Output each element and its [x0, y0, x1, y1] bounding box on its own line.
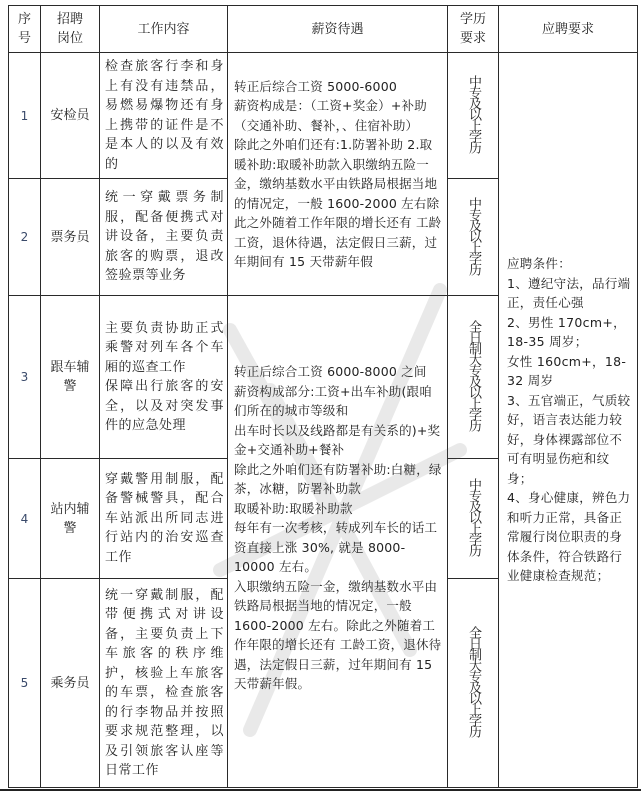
salary-line: 薪资构成是：（工资+奖金）+补助（交通补助、餐补，、住宿补助）	[234, 98, 427, 133]
requirement-item: 3、五官端正，气质较好，语言表达能力较好，身体裸露部位不可有明显伤疤和纹身；	[507, 392, 631, 486]
education-text: 全日制大专及以上学历	[466, 626, 481, 736]
requirement-item: 4、身心健康，辨色力和听力正常，具备正常履行岗位职责的身体条件，符合铁路行业健康检查规范；	[507, 490, 631, 584]
row-index: 2	[9, 179, 41, 296]
row-education	[448, 579, 499, 788]
education-text: 全日制大专及以上学历	[466, 320, 481, 430]
row-education	[448, 459, 499, 579]
header-requirements: 应聘要求	[499, 6, 638, 53]
header-education: 学历要求	[448, 6, 499, 53]
row-duties	[100, 296, 228, 459]
requirements-cell	[499, 53, 638, 788]
header-index: 序号	[9, 6, 41, 53]
header-salary: 薪资待遇	[228, 6, 448, 53]
recruitment-table	[8, 5, 638, 788]
recruitment-table-container	[8, 5, 637, 787]
education-text: 中专及以上学历	[466, 478, 481, 555]
salary-line: 每年有一次考核，转成列车长的话工资直接上涨 30%, 就是 8000-10000 左右。	[234, 520, 438, 574]
row-index: 4	[9, 459, 41, 579]
row-position: 站内辅警	[41, 459, 100, 579]
row-duties: 统一穿戴制服，配带便携式对讲设备，主要负责上下车旅客的秩序维护，核验上车旅客的车票，检查旅客的行李物品并按照要求规范整理，以及引领旅客认座等日常工作	[100, 579, 228, 788]
education-text: 中专及以上学历	[466, 196, 481, 274]
salary-line: 转正后综合工资 5000-6000	[234, 78, 398, 94]
salary-cell-rows-3-5	[228, 296, 448, 788]
requirement-item: 2、男性 170cm+，18-35 周岁；	[507, 314, 626, 350]
row-education	[448, 53, 499, 179]
salary-line: 转正后综合工资 6000-8000 之间	[234, 364, 427, 379]
requirement-item: 1、遵纪守法，品行端正，责任心强	[507, 275, 631, 311]
salary-line: 出车时长以及线路都是有关系的)+奖金+交通补助+餐补	[234, 422, 441, 457]
education-text: 中专及以上学历	[466, 75, 481, 152]
requirement-item: 女性 160cm+，18-32 周岁	[507, 353, 627, 389]
row-index: 5	[9, 579, 41, 788]
salary-cell-rows-1-2	[228, 53, 448, 296]
header-position: 招聘岗位	[41, 6, 100, 53]
salary-line: 薪资构成部分:工资+出车补助(跟咱们所在的城市等级和	[234, 383, 432, 418]
salary-line: 除此之外咱们还有:1.防署补助 2.取暖补助:取暖补助款入职缴纳五险一金，缴纳基数水平由铁路局根据当地的情况定，一般 1600-2000 左右除此之外随着工作年限的增长还有 工龄工资，退休待遇，法定假日三薪，过年期间有 15 天带薪年假	[234, 137, 442, 269]
duty-line: 主要负责协助正式乘警对列车各个车厢的巡查工作	[105, 320, 224, 375]
bottom-rule	[0, 789, 641, 791]
header-row	[9, 6, 638, 53]
salary-line: 入职缴纳五险一金，缴纳基数水平由铁路局根据当地的情况定，一般 1600-2000 左右。除此之外随着工作年限的增长还有 工龄工资，退休待遇，法定假日三薪，过年期间有 15 天带薪年假。	[234, 578, 442, 691]
row-index: 3	[9, 296, 41, 459]
row-duties: 统一穿戴票务制服，配备便携式对讲设备，主要负责旅客的购票，退改签验票等业务	[100, 179, 228, 296]
row-position: 票务员	[41, 179, 100, 296]
header-duties: 工作内容	[100, 6, 228, 53]
row-education	[448, 296, 499, 459]
duty-line: 保障出行旅客的安全，以及对突发事件的应急处理	[105, 379, 224, 433]
row-index: 1	[9, 53, 41, 179]
table-row	[9, 53, 638, 179]
salary-line: 除此之外咱们还有防署补助:白糖，绿茶，冰糖，防署补助款	[234, 461, 442, 496]
row-position: 跟车辅警	[41, 296, 100, 459]
row-position: 乘务员	[41, 579, 100, 788]
row-education	[448, 179, 499, 296]
row-position: 安检员	[41, 53, 100, 179]
requirement-title: 应聘条件：	[507, 256, 572, 272]
row-duties: 穿戴警用制服，配备警械警具，配合车站派出所同志进行站内的治安巡查工作	[100, 459, 228, 579]
row-duties: 检查旅客行李和身上有没有违禁品，易燃易爆物还有身上携带的证件是不是本人的以及有效的	[100, 53, 228, 179]
salary-line: 取暖补助:取暖补助款	[234, 500, 353, 516]
